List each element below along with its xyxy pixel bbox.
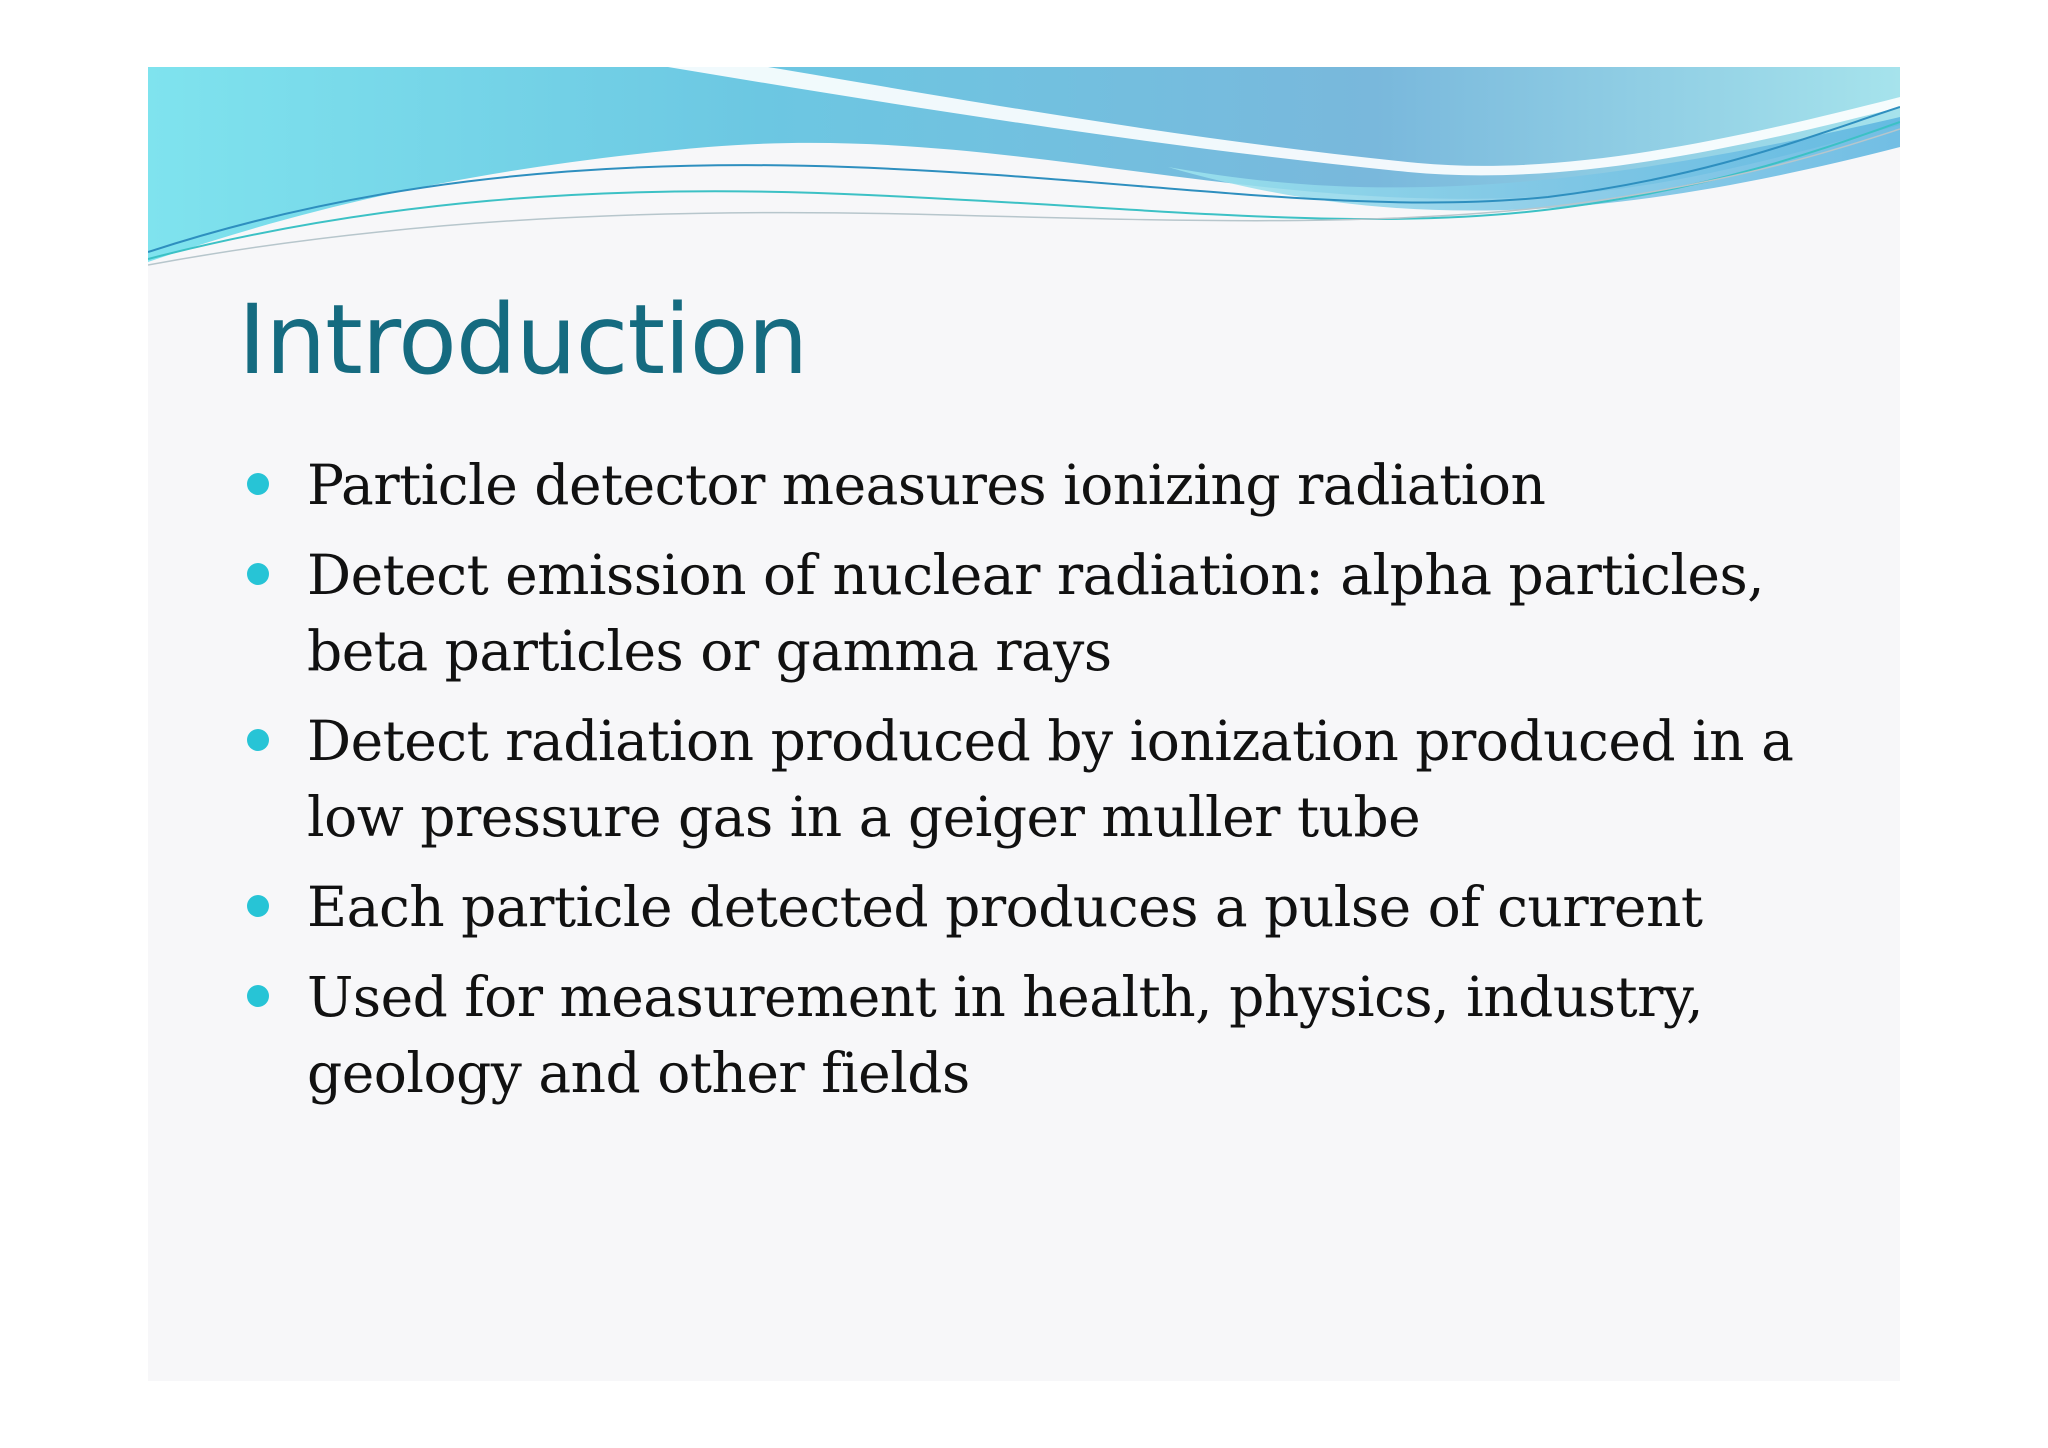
bullet-item xyxy=(243,447,1843,523)
bullet-item xyxy=(243,537,1843,689)
bullet-text: Each particle detected produces a pulse of current xyxy=(307,875,1703,939)
bullet-item xyxy=(243,869,1843,945)
bullet-dot-icon xyxy=(247,729,269,751)
bullet-dot-icon xyxy=(247,895,269,917)
bullet-text: Used for measurement in health, physics, industry, geology and other fields xyxy=(307,965,1704,1105)
bullet-dot-icon xyxy=(247,563,269,585)
slide-title: Introduction xyxy=(238,284,808,396)
header-wave-decoration xyxy=(148,67,1900,267)
wave-main-band xyxy=(148,67,1900,262)
bullet-text: Particle detector measures ionizing radiation xyxy=(307,453,1546,517)
bullet-list xyxy=(243,447,1843,1125)
bullet-dot-icon xyxy=(247,473,269,495)
bullet-text: Detect emission of nuclear radiation: alpha particles, beta particles or gamma rays xyxy=(307,543,1765,683)
bullet-text: Detect radiation produced by ionization produced in a low pressure gas in a geiger muller tube xyxy=(307,709,1794,849)
bullet-item xyxy=(243,959,1843,1111)
bullet-item xyxy=(243,703,1843,855)
slide xyxy=(148,67,1900,1381)
bullet-dot-icon xyxy=(247,985,269,1007)
